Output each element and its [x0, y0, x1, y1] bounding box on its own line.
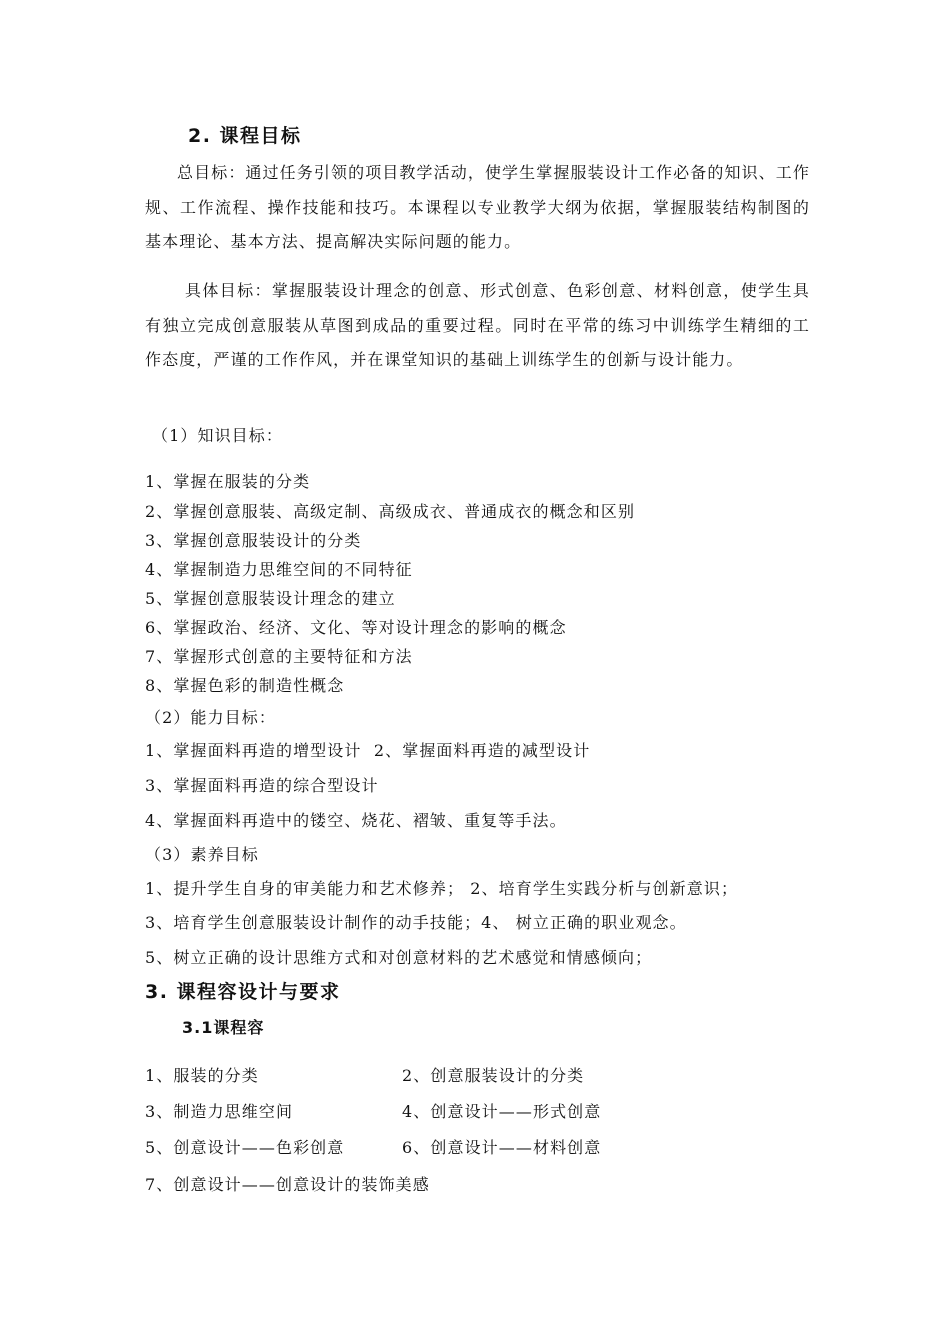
- quality-item: 3、培育学生创意服装设计制作的动手技能；4、 树立正确的职业观念。: [145, 913, 687, 932]
- knowledge-item: 2、掌握创意服装、高级定制、高级成衣、普通成衣的概念和区别: [145, 502, 636, 521]
- knowledge-item: 6、掌握政治、经济、文化、等对设计理念的影响的概念: [145, 618, 567, 637]
- content-item: 5、创意设计——色彩创意: [145, 1138, 345, 1157]
- content-item: 7、创意设计——创意设计的装饰美感: [145, 1175, 430, 1194]
- section-3-1-subheading: 3.1课程容: [182, 1018, 265, 1037]
- knowledge-item: 5、掌握创意服装设计理念的建立: [145, 589, 396, 608]
- knowledge-item: 7、掌握形式创意的主要特征和方法: [145, 647, 413, 666]
- overall-goal-paragraph: 总目标：通过任务引领的项目教学活动，使学生掌握服装设计工作必备的知识、工作规、工作流程、操作技能和技巧。本课程以专业教学大纲为依据，掌握服装结构制图的基本理论、基本方法、提高解决实际问题的能力。: [145, 163, 810, 251]
- content-item: 4、创意设计——形式创意: [402, 1102, 602, 1121]
- specific-goal-paragraph: 具体目标：掌握服装设计理念的创意、形式创意、色彩创意、材料创意，使学生具有独立完成创意服装从草图到成品的重要过程。同时在平常的练习中训练学生精细的工作态度，严谨的工作作风，并在课堂知识的基础上训练学生的创新与设计能力。: [145, 281, 810, 369]
- knowledge-item: 1、掌握在服装的分类: [145, 472, 311, 491]
- ability-goals-title: （2）能力目标：: [145, 708, 276, 727]
- content-item: 3、制造力思维空间: [145, 1102, 294, 1121]
- ability-item: 3、掌握面料再造的综合型设计: [145, 776, 379, 795]
- content-item: 2、创意服装设计的分类: [402, 1066, 585, 1085]
- ability-item: 4、掌握面料再造中的镂空、烧花、褶皱、重复等手法。: [145, 811, 567, 830]
- knowledge-item: 3、掌握创意服装设计的分类: [145, 531, 362, 550]
- section-3-heading: 3. 课程容设计与要求: [145, 981, 341, 1003]
- knowledge-item: 8、掌握色彩的制造性概念: [145, 676, 345, 695]
- quality-goals-title: （3）素养目标: [145, 845, 259, 864]
- quality-item: 5、树立正确的设计思维方式和对创意材料的艺术感觉和情感倾向；: [145, 948, 653, 967]
- ability-item: 1、掌握面料再造的增型设计 2、掌握面料再造的减型设计: [145, 741, 591, 760]
- knowledge-item: 4、掌握制造力思维空间的不同特征: [145, 560, 413, 579]
- content-item: 1、服装的分类: [145, 1066, 259, 1085]
- content-item: 6、创意设计——材料创意: [402, 1138, 602, 1157]
- knowledge-goals-title: （1）知识目标：: [152, 426, 283, 445]
- section-2-heading: 2. 课程目标: [188, 125, 302, 147]
- quality-item: 1、提升学生自身的审美能力和艺术修养； 2、培育学生实践分析与创新意识；: [145, 879, 739, 898]
